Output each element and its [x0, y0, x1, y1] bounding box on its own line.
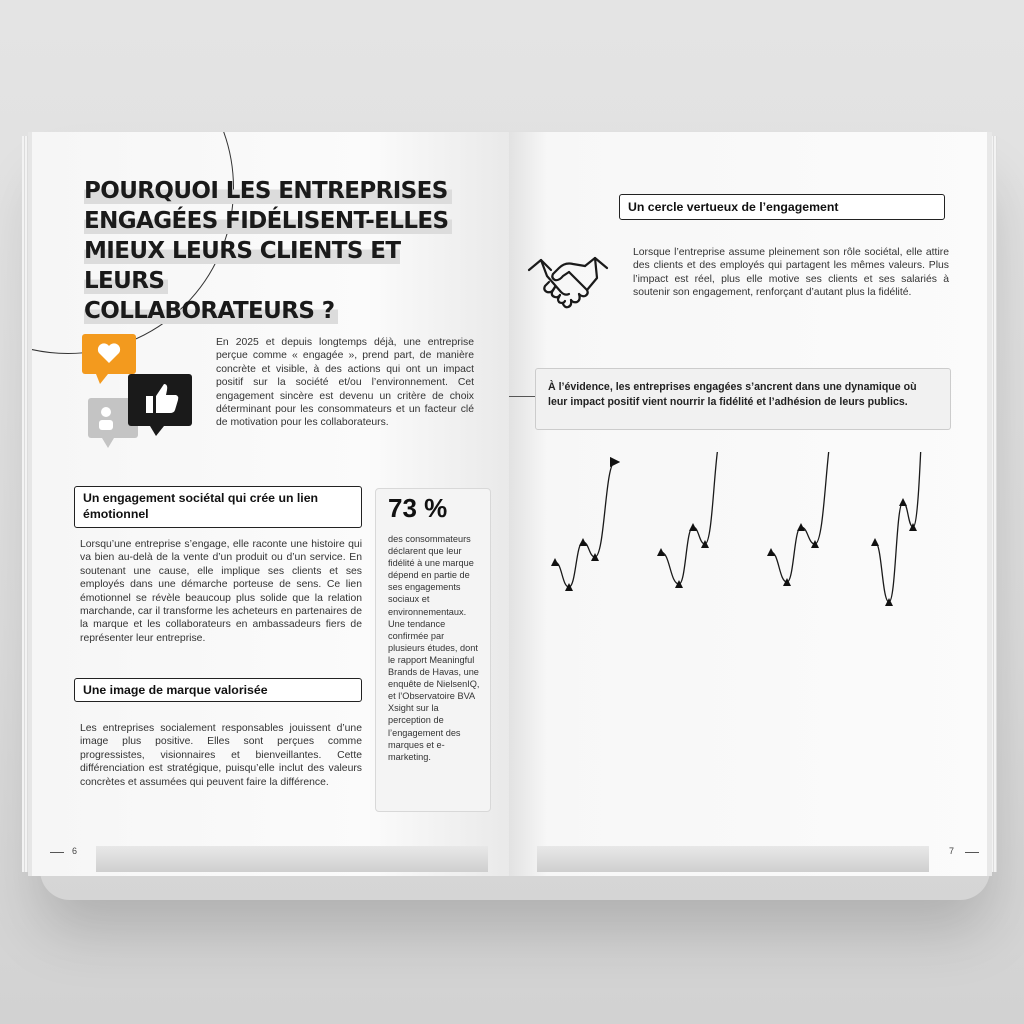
quote-box: À l’évidence, les entreprises engagées s’ancrent dans une dynamique où leur impact positif vient nourrir la fidélité et l’adhésion de leurs publics. [535, 368, 951, 430]
growth-point-marker [797, 523, 805, 531]
title-line: COLLABORATEURS ? [84, 298, 338, 324]
section-heading-brand-image: Une image de marque valorisée [74, 678, 362, 702]
growth-point-marker [657, 548, 665, 556]
growth-line [661, 452, 723, 584]
growth-point-marker [689, 523, 697, 531]
title-line: POURQUOI LES ENTREPRISES [84, 178, 452, 204]
virtuous-circle-body: Lorsque l’entreprise assume pleinement son rôle sociétal, elle attire des clients et des employés qui partagent les mêmes valeurs. Plus l’impact est réel, plus elle motive ses clients et ses salariés à soutenir son engagement, renforçant d’autant plus la fidélité. [633, 247, 949, 299]
footer-dash [965, 852, 979, 853]
intro-paragraph: En 2025 et depuis longtemps déjà, une entreprise perçue comme « engagée », prend part, de manière concrète et visible, à des actions qui ont un impact positif sur la société et/ou l’environnement. Cet engagement sincère est devenu un critère de choix déterminant pour les consommateurs et un facteur clé de motivation pour les collaborateurs. [216, 337, 474, 429]
section-heading-emotional: Un engagement sociétal qui crée un lien émotionnel [74, 486, 362, 528]
footer-bar [537, 846, 929, 872]
section-brand-image-body: Les entreprises socialement responsables jouissent d’une image plus positive. Elles sont perçues comme progressistes, visionnaires et bienveillantes. Cette différenciation est stratégique, puisqu’elle inclut des valeurs concrètes et assumées qui peuvent faire la différence. [80, 723, 362, 788]
page-number: 6 [72, 846, 78, 856]
growth-point-marker [551, 558, 559, 566]
statistic-card [375, 488, 491, 812]
statistic-description: des consommateurs déclarent que leur fidélité à une marque dépend en partie de ses engagements sociaux et environnementaux. Une tendance confirmée par plusieurs études, dont le rapport Meaningful Brands de Havas, une enquête de NielsenIQ, et l’Observatoire BVA Xsight sur la perception de l’engagement des marques et e-marketing. [388, 534, 480, 762]
section-emotional-body: Lorsqu’une entreprise s’engage, elle raconte une histoire qui va bien au-delà de la vente d’un produit ou d’un service. En soutenant une cause, elle implique ses clients et ses employés dans une démarche porteuse de sens. Ce lien émotionnel se révèle beaucoup plus solide que la relation marchande, car il transforme les acheteurs en partenaires de la marque et les collaborateurs en ambassadeurs fiers de représenter leur entreprise. [80, 539, 362, 644]
social-bubbles-illustration [78, 330, 218, 460]
statistic-value: 73 % [388, 493, 448, 523]
growth-line [555, 462, 615, 587]
growth-point-marker [899, 498, 907, 506]
title-line: MIEUX LEURS CLIENTS ET LEURS [84, 238, 401, 294]
growth-point-marker [579, 538, 587, 546]
growth-line [771, 452, 837, 582]
footer-dash [50, 852, 64, 853]
growth-point-marker [767, 548, 775, 556]
page-number: 7 [949, 846, 955, 856]
heart-chat-icon [82, 334, 136, 384]
page-title [84, 176, 484, 326]
handshake-icon [525, 248, 611, 318]
title-line: ENGAGÉES FIDÉLISENT-ELLES [84, 208, 452, 234]
quote-connector-line [509, 396, 535, 397]
left-page [28, 132, 511, 876]
right-page [509, 132, 992, 876]
footer-bar [96, 846, 488, 872]
growth-chart [509, 452, 987, 832]
section-heading-virtuous-circle: Un cercle vertueux de l’engagement [619, 194, 945, 220]
growth-line [875, 452, 931, 602]
growth-point-marker [871, 538, 879, 546]
